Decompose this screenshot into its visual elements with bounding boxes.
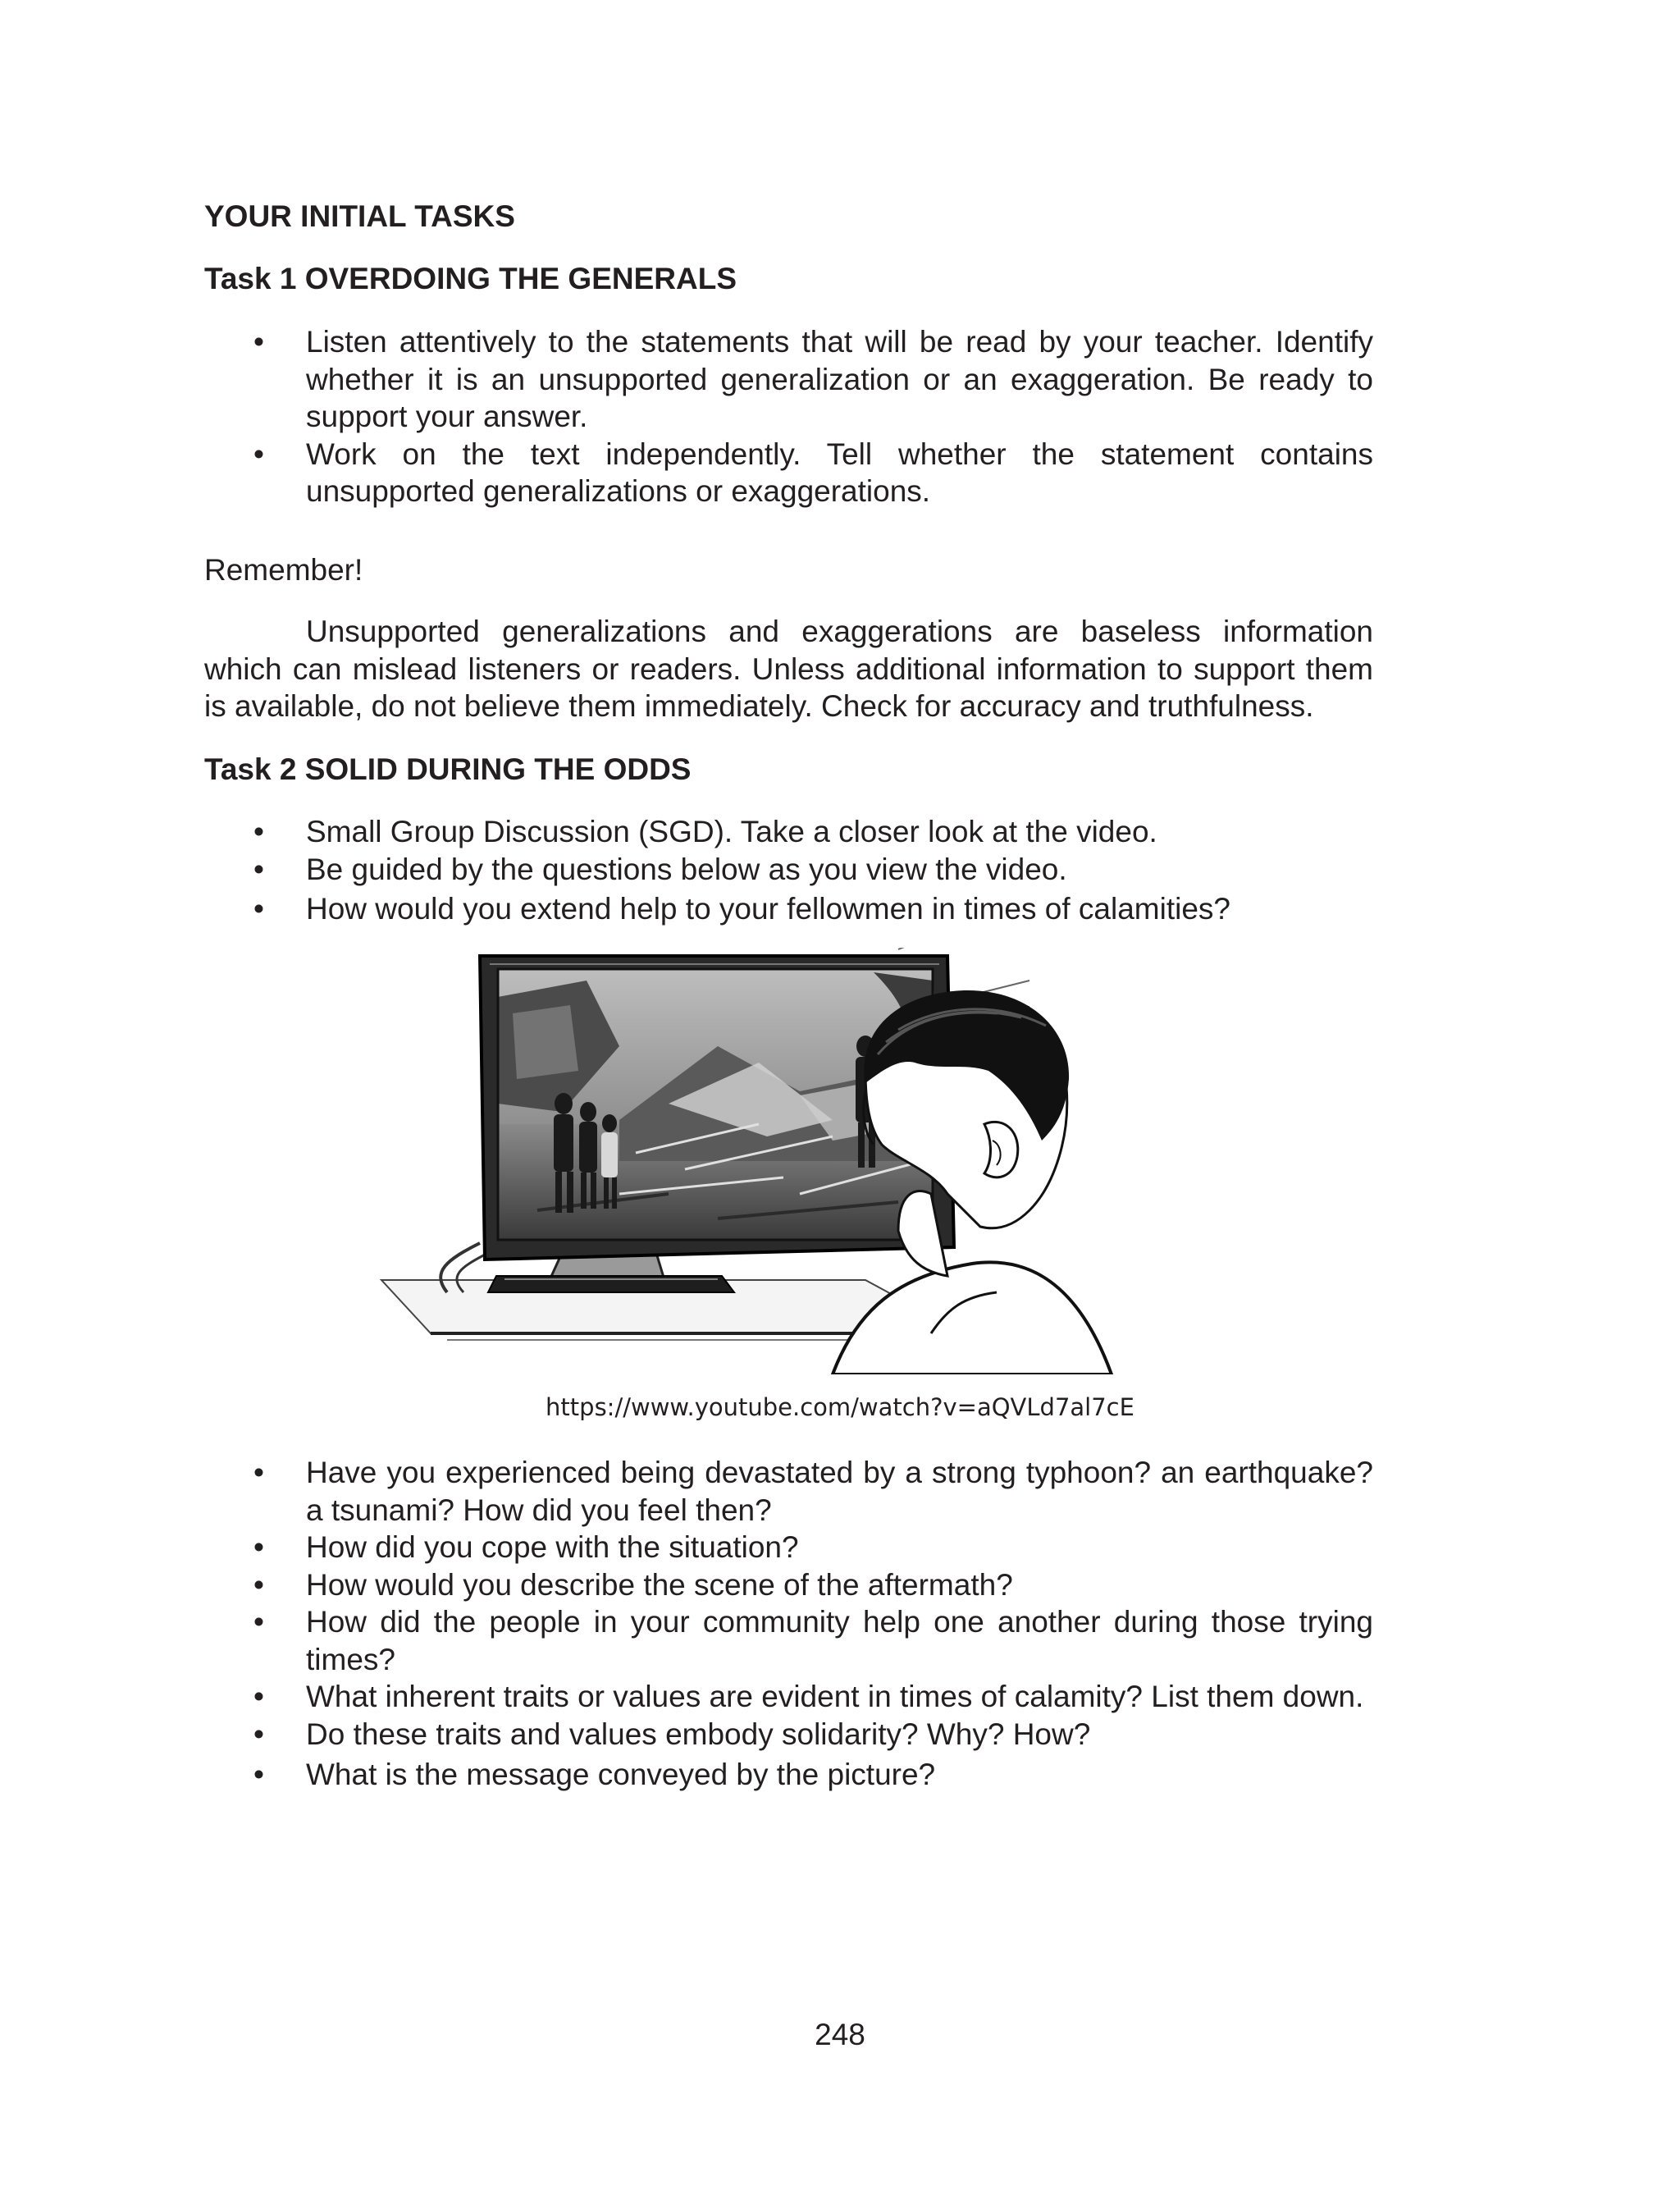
list-item: • How did the people in your community help one another during those trying times? — [253, 1605, 1373, 1676]
list-item: • How would you describe the scene of the aftermath? — [204, 1566, 1373, 1604]
image-caption: https://www.youtube.com/watch?v=aQVLd7al7cE — [546, 1393, 1134, 1421]
boy-watching-tv-illustration — [373, 948, 1202, 1374]
list-item: • What inherent traits or values are evident in times of calamity? List them down. — [204, 1678, 1373, 1716]
list-item: • Listen attentively to the statements that will be read by your teacher. Identify whether it is an unsupported generalization or an exaggeration. Be ready to support your answer. — [253, 325, 1373, 433]
bullet-icon: • — [253, 815, 264, 848]
task1-title: Task 1 OVERDOING THE GENERALS — [204, 262, 737, 295]
bullet-icon: • — [253, 1717, 264, 1751]
list-item: • What is the message conveyed by the picture? — [204, 1756, 1373, 1794]
task2-question-list — [204, 1454, 1373, 1794]
list-item: • How would you extend help to your fellowmen in times of calamities? — [204, 890, 1373, 928]
list-item: • Do these traits and values embody solidarity? Why? How? — [204, 1716, 1373, 1753]
list-item: • Have you experienced being devastated by a strong typhoon? an earthquake? a tsunami? How did you feel then? — [253, 1456, 1373, 1527]
bullet-icon: • — [253, 1456, 264, 1489]
task2-title: Task 2 SOLID DURING THE ODDS — [204, 752, 692, 786]
remember-label: Remember! — [204, 553, 363, 587]
remember-text: Unsupported generalizations and exaggerations are baseless information which can mislead listeners or readers. Unless additional information to support them is available, do not believe them immediately. Check for accuracy and truthfulness. — [204, 615, 1373, 723]
bullet-icon: • — [253, 852, 264, 886]
page-number: 248 — [815, 2018, 865, 2051]
bullet-icon: • — [253, 1530, 264, 1564]
list-item: • Small Group Discussion (SGD). Take a closer look at the video. — [204, 813, 1373, 851]
bullet-icon: • — [253, 892, 264, 926]
list-item: • Be guided by the questions below as you view the video. — [204, 851, 1373, 889]
bullet-icon: • — [253, 325, 264, 359]
list-item: • Work on the text independently. Tell whether the statement contains unsupported generalizations or exaggerations. — [253, 437, 1373, 508]
bullet-icon: • — [253, 1567, 264, 1602]
section-title: YOUR INITIAL TASKS — [204, 199, 515, 233]
bullet-icon: • — [253, 1680, 264, 1713]
bullet-icon: • — [253, 1605, 264, 1639]
list-item: • How did you cope with the situation? — [204, 1529, 1373, 1566]
bullet-icon: • — [253, 437, 264, 471]
bullet-icon: • — [253, 1758, 264, 1791]
task2-intro-list — [204, 813, 1373, 928]
task1-bullet-list — [204, 323, 1373, 510]
